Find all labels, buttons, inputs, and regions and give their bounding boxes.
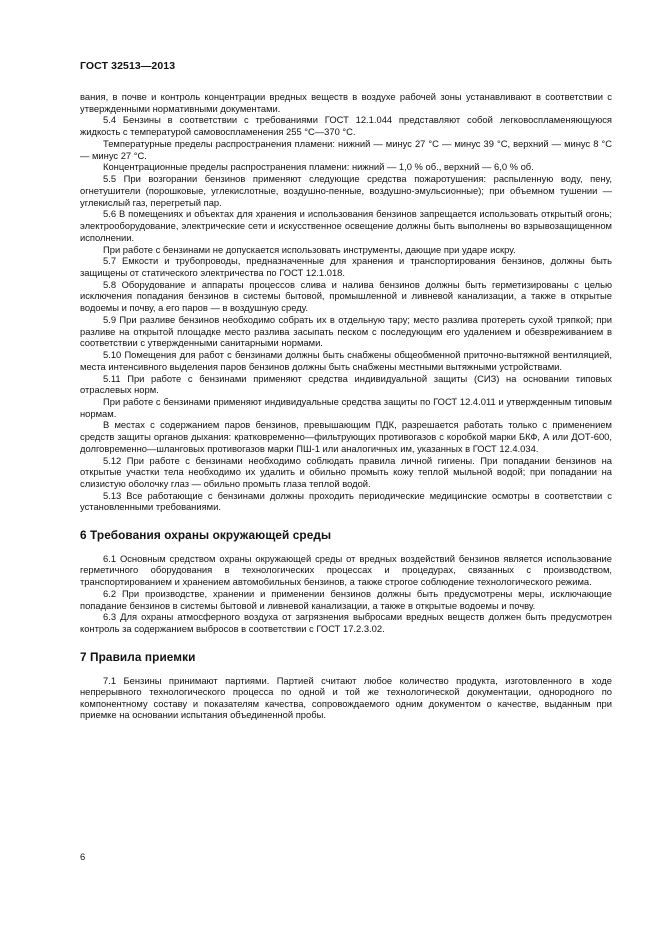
paragraph: 5.11 При работе с бензинами применяют средства индивидуальной защиты (СИЗ) на основании типовых отраслевых норм. xyxy=(80,372,612,396)
paragraph: 5.7 Емкости и трубопроводы, предназначенные для хранения и транспортирования бензинов, должны быть защищены от статического электричества по ГОСТ 12.1.018. xyxy=(80,255,612,278)
paragraph: В местах с содержанием паров бензинов, превышающим ПДК, разрешается работать только с применением средств защиты органов дыхания: кратковременно—фильтрующих противогазов с коробкой марки БКФ, А или ДОТ-600, долговременно—шланговых противогазов марки ПШ-1 или аналогичных им, указанных в ГОСТ 12.4.034. xyxy=(80,419,612,454)
paragraph: 6.1 Основным средством охраны окружающей среды от вредных воздействий бензинов является использование герметичного оборудования в технологических процессах и процедурах, связанных с производством, транспортированием и хранением автомобильных бензинов, а также строгое соблюдение технологического режима. xyxy=(80,552,612,588)
paragraph: 5.10 Помещения для работ с бензинами должны быть снабжены общеобменной приточно-вытяжной вентиляцией, места интенсивного выделения паров бензинов должны быть снабжены местными вытяжными устройствами. xyxy=(80,349,612,372)
paragraph: 6.2 При производстве, хранении и применении бензинов должны быть предусмотрены меры, исключающие попадание бензинов в системы бытовой и ливневой канализации, а также в открытые водоемы и почву. xyxy=(80,587,612,611)
document-page xyxy=(80,60,612,721)
paragraph: 5.4 Бензины в соответствии с требованиями ГОСТ 12.1.044 представляют собой легковоспламеняющуюся жидкость с температурой самовоспламенения 255 °С—370 °С. xyxy=(80,114,612,138)
paragraph: 6.3 Для охраны атмосферного воздуха от загрязнения выбросами вредных веществ должен быть предусмотрен контроль за содержанием выбросов в соответствии с ГОСТ 17.2.3.02. xyxy=(80,611,612,634)
paragraph: Температурные пределы распространения пламени: нижний — минус 27 °С — минус 39 °С, верхний — минус 8 °С — минус 27 °С. xyxy=(80,137,612,161)
paragraph: При работе с бензинами применяют индивидуальные средства защиты по ГОСТ 12.4.011 и утвержденным типовым нормам. xyxy=(80,396,612,419)
section-5-continuation xyxy=(80,91,612,513)
section-title: 7 Правила приемки xyxy=(80,649,196,664)
paragraph: Концентрационные пределы распространения пламени: нижний — 1,0 % об., верхний — 6,0 % об. xyxy=(103,161,534,173)
paragraph: 5.12 При работе с бензинами необходимо соблюдать правила личной гигиены. При попадании бензинов на открытые участки тела необходимо их удалить и обильно промыть кожу теплой мыльной водой; при попадании на слизистую оболочку глаз — обильно промыть глаза теплой водой. xyxy=(80,454,612,489)
page-number: 6 xyxy=(80,851,86,862)
paragraph: 5.8 Оборудование и аппараты процессов слива и налива бензинов должны быть герметизированы с целью исключения попадания бензинов в системы бытовой, промышленной и ливневой канализации, а также в открытые водоемы и почву, а его паров — в воздушную среду. xyxy=(80,278,612,314)
paragraph: 5.6 В помещениях и объектах для хранения и использования бензинов запрещается использовать открытый огонь; электрооборудование, электрические сети и искусственное освещение должны быть выполнены во взрывозащищенном исполнении. xyxy=(80,208,612,243)
paragraph: 5.5 При возгорании бензинов применяют следующие средства пожаротушения: распыленную воду, пену, огнетушители (порошковые, углекислотные, воздушно-пенные, воздушно-эмульсионные); при объемном тушении — углекислый газ, перегретый пар. xyxy=(80,173,612,208)
paragraph: 5.13 Все работающие с бензинами должны проходить периодические медицинские осмотры в соответствии с установленными требованиями. xyxy=(80,489,612,513)
section-7 xyxy=(80,650,612,721)
paragraph: 7.1 Бензины принимают партиями. Партией считают любое количество продукта, изготовленного в ходе непрерывного технологического процесса по одной и той же технологической документации, однородного по компонентному составу и показателям качества, сопровождаемого одним документом о качестве, выданным при приемке на основании испытания объединенной пробы. xyxy=(80,674,612,721)
paragraph: вания, в почве и контроль концентрации вредных веществ в воздухе рабочей зоны устанавливают в соответствии с утвержденными нормативными документами. xyxy=(80,91,612,114)
document-header: ГОСТ 32513—2013 xyxy=(80,60,176,72)
section-6 xyxy=(80,528,612,635)
paragraph: 5.9 При разливе бензинов необходимо собрать их в отдельную тару; место разлива протереть сухой тряпкой; при разливе на открытой площадке место разлива засыпать песком с последующим его удалением и обезвреживанием в соответствии с утвержденными санитарными нормами. xyxy=(80,313,612,349)
paragraph: При работе с бензинами не допускается использовать инструменты, дающие при ударе искру. xyxy=(103,243,516,255)
section-title: 6 Требования охраны окружающей среды xyxy=(80,527,332,542)
